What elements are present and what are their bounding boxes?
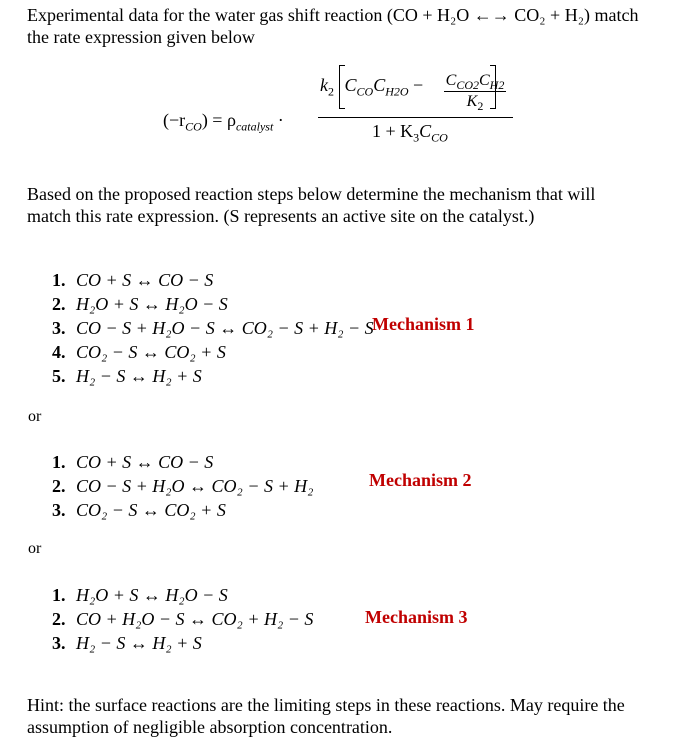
question-line-2: match this rate expression. (S represents an active site on the catalyst.) bbox=[27, 206, 535, 226]
rate-equation-numerator: $k_2$ $C_{CO}C_{H2O}$ − bbox=[320, 65, 496, 109]
mechanism-1-step: 4. CO₂ − S ↔ CO₂ + S bbox=[52, 342, 226, 362]
mechanism-1-label: Mechanism 1 bbox=[372, 314, 475, 334]
mechanism-3-step: 2. CO + H₂O − S ↔ CO₂ + H₂ − S bbox=[52, 609, 314, 629]
mechanism-2-step: 3. CO₂ − S ↔ CO₂ + S bbox=[52, 500, 226, 520]
hint-paragraph bbox=[27, 694, 667, 738]
intro-line-1: Experimental data for the water gas shift reaction (CO + H₂O ←→ CO₂ + H₂) match bbox=[27, 5, 639, 25]
hint-line-1: Hint: the surface reactions are the limiting steps in these reactions. May require the bbox=[27, 695, 625, 715]
mechanism-2-steps bbox=[52, 450, 313, 522]
mechanism-2-step: 2. CO − S + H₂O ↔ CO₂ − S + H₂ bbox=[52, 476, 314, 496]
intro-paragraph bbox=[27, 4, 667, 48]
mechanism-3-step: 1. H₂O + S ↔ H₂O − S bbox=[52, 585, 228, 605]
or-separator-1: or bbox=[28, 408, 42, 425]
mechanism-3-step: 3. H₂ − S ↔ H₂ + S bbox=[52, 633, 202, 653]
rate-equation-lhs: $(-r_{CO}) = \rho_{catalyst}$ · bbox=[163, 110, 284, 134]
mechanism-2-step: 1. CO + S ↔ CO − S bbox=[52, 452, 214, 472]
rate-equation-denominator: $1 + K_3C_{CO}$ bbox=[372, 121, 448, 145]
or-separator-2: or bbox=[28, 540, 42, 557]
hint-line-2: assumption of negligible absorption concentration. bbox=[27, 717, 393, 737]
mechanism-1-step: 1. CO + S ↔ CO − S bbox=[52, 270, 214, 290]
mechanism-1-steps bbox=[52, 268, 374, 388]
mechanism-2-label: Mechanism 2 bbox=[369, 470, 472, 490]
mechanism-1-step: 2. H₂O + S ↔ H₂O − S bbox=[52, 294, 228, 314]
question-paragraph bbox=[27, 183, 667, 227]
inner-fraction: $C_{CO2}C_{H2}$ $K_2$ bbox=[445, 72, 505, 114]
mechanism-1-step: 3. CO − S + H₂O − S ↔ CO₂ − S + H₂ − S bbox=[52, 318, 374, 338]
intro-line-2: the rate expression given below bbox=[27, 27, 255, 47]
mechanism-3-steps bbox=[52, 583, 313, 655]
main-fraction-bar bbox=[318, 117, 513, 118]
question-line-1: Based on the proposed reaction steps below determine the mechanism that will bbox=[27, 184, 596, 204]
mechanism-1-step: 5. H₂ − S ↔ H₂ + S bbox=[52, 366, 202, 386]
mechanism-3-label: Mechanism 3 bbox=[365, 607, 468, 627]
